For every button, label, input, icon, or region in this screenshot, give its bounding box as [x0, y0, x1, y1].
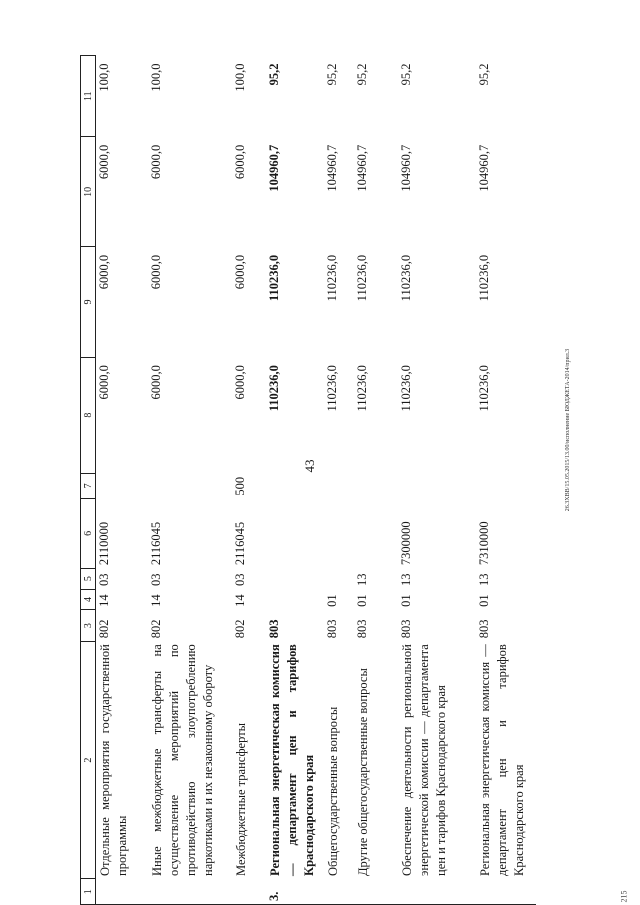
code-admin: 802 — [97, 619, 111, 639]
code-expense-type — [476, 473, 536, 499]
code-expense-type — [266, 473, 324, 499]
rotated-table-container — [80, 55, 575, 905]
header-cell: 6 — [81, 499, 96, 569]
budget-amount: 110236,0 — [266, 254, 281, 302]
header-cell: 7 — [81, 473, 96, 499]
approved-amount: 110236,0 — [324, 365, 339, 412]
approved-amount: 6000,0 — [148, 365, 163, 400]
approved-amount: 110236,0 — [476, 365, 491, 412]
row-number — [354, 879, 398, 905]
code-target: 2116045 — [148, 521, 163, 566]
code-admin: 803 — [324, 619, 339, 639]
code-admin: 803 — [476, 619, 491, 639]
code-section — [266, 589, 324, 610]
code-admin: 803 — [354, 619, 369, 639]
row-number — [232, 879, 266, 905]
execution-percent: 100,0 — [97, 63, 111, 92]
table-row — [148, 56, 232, 905]
execution-percent: 95,2 — [398, 63, 413, 86]
table-row — [232, 56, 266, 905]
code-target — [266, 499, 324, 569]
code-expense-type — [148, 473, 232, 499]
executed-amount: 104960,7 — [324, 144, 339, 192]
code-expense-type — [324, 473, 354, 499]
table-row — [476, 56, 536, 905]
execution-percent: 95,2 — [324, 63, 339, 86]
header-cell: 5 — [81, 568, 96, 589]
header-cell: 3 — [81, 610, 96, 641]
code-subsection: 13 — [476, 573, 491, 587]
header-cell: 8 — [81, 357, 96, 473]
header-row — [81, 56, 96, 905]
budget-amount: 6000,0 — [97, 254, 111, 290]
budget-amount: 6000,0 — [148, 254, 163, 290]
code-subsection: 03 — [97, 573, 111, 587]
header-cell: 9 — [81, 247, 96, 357]
row-number — [96, 879, 148, 905]
execution-percent: 95,2 — [266, 63, 281, 86]
executed-amount: 104960,7 — [266, 144, 281, 192]
code-admin: 802 — [232, 619, 247, 639]
row-number — [324, 879, 354, 905]
header-cell: 2 — [81, 641, 96, 879]
executed-amount: 6000,0 — [97, 144, 111, 180]
executed-amount: 104960,7 — [398, 144, 413, 192]
row-name: Региональная энергетическая комиссия — департамент цен и тарифов Краснодарского края — [477, 644, 526, 876]
code-subsection: 03 — [232, 573, 247, 587]
execution-percent: 100,0 — [148, 63, 163, 92]
code-expense-type — [398, 473, 476, 499]
code-target: 7300000 — [398, 521, 413, 566]
header-cell: 10 — [81, 137, 96, 247]
approved-amount: 110236,0 — [354, 365, 369, 412]
table-row — [398, 56, 476, 905]
code-section: 14 — [148, 594, 163, 607]
executed-amount: 104960,7 — [354, 144, 369, 192]
table-row — [354, 56, 398, 905]
budget-amount: 110236,0 — [398, 254, 413, 302]
code-target: 2110000 — [97, 521, 111, 566]
executed-amount: 6000,0 — [148, 144, 163, 180]
code-expense-type — [354, 473, 398, 499]
budget-amount: 110236,0 — [324, 254, 339, 302]
code-admin: 803 — [266, 619, 281, 639]
code-target — [324, 499, 354, 569]
approved-amount: 6000,0 — [97, 365, 111, 400]
code-admin: 802 — [148, 619, 163, 639]
code-section: 01 — [354, 594, 369, 607]
execution-percent: 95,2 — [476, 63, 491, 86]
code-expense-type: 500 — [232, 476, 247, 496]
row-number — [476, 879, 536, 905]
executed-amount: 6000,0 — [232, 144, 247, 180]
code-section: 01 — [398, 594, 413, 607]
code-subsection: 03 — [148, 573, 163, 587]
row-name: Межбюджетные трансферты — [233, 722, 248, 876]
execution-percent: 100,0 — [232, 63, 247, 92]
footer-note: 26.3ХВВ/15.05.2015/13.00/исполнение БЮДЖЕТА-2014/прил.3 — [565, 348, 571, 512]
table-row — [266, 56, 324, 905]
budget-amount: 110236,0 — [476, 254, 491, 302]
table-row — [324, 56, 354, 905]
code-admin: 803 — [398, 619, 413, 639]
approved-amount: 6000,0 — [232, 365, 247, 400]
executed-amount: 104960,7 — [476, 144, 491, 192]
code-target — [354, 499, 398, 569]
code-target: 7310000 — [476, 521, 491, 566]
row-number — [398, 879, 476, 905]
budget-table — [80, 55, 536, 905]
approved-amount: 110236,0 — [398, 365, 413, 412]
code-target: 2116045 — [232, 521, 247, 566]
code-section: 01 — [324, 594, 339, 607]
row-number — [148, 879, 232, 905]
page-number: 43 — [302, 459, 317, 473]
execution-percent: 95,2 — [354, 63, 369, 86]
code-section: 14 — [97, 594, 111, 607]
code-subsection — [324, 568, 354, 589]
header-cell: 1 — [81, 879, 96, 905]
row-number: 3. — [266, 879, 324, 905]
budget-amount: 6000,0 — [232, 254, 247, 290]
row-name: Общегосударственные вопросы — [325, 706, 340, 876]
code-section: 01 — [476, 594, 491, 607]
row-name: Обеспечение деятельности региональной энергетической комиссии — департамента цен и тарифов Краснодарского края — [399, 644, 448, 876]
table-row — [96, 56, 148, 905]
code-section: 14 — [232, 594, 247, 607]
row-name: Отдельные мероприятия государственной программы — [98, 644, 129, 876]
row-name: Иные межбюджетные трансферты на осуществление мероприятий по противодействию злоупотреблению наркотиками и их незаконному обороту — [149, 644, 215, 876]
header-cell: 4 — [81, 589, 96, 610]
code-subsection — [266, 568, 324, 589]
row-name: Другие общегосударственные вопросы — [355, 668, 370, 876]
corner-mark: 215 — [619, 890, 629, 903]
code-expense-type — [96, 473, 148, 499]
code-subsection: 13 — [398, 573, 413, 587]
row-name: Региональная энергетическая комиссия — департамент цен и тарифов Краснодарского края — [267, 644, 316, 876]
approved-amount: 110236,0 — [266, 365, 281, 412]
budget-amount: 110236,0 — [354, 254, 369, 302]
code-subsection: 13 — [354, 573, 369, 587]
header-cell: 11 — [81, 56, 96, 137]
